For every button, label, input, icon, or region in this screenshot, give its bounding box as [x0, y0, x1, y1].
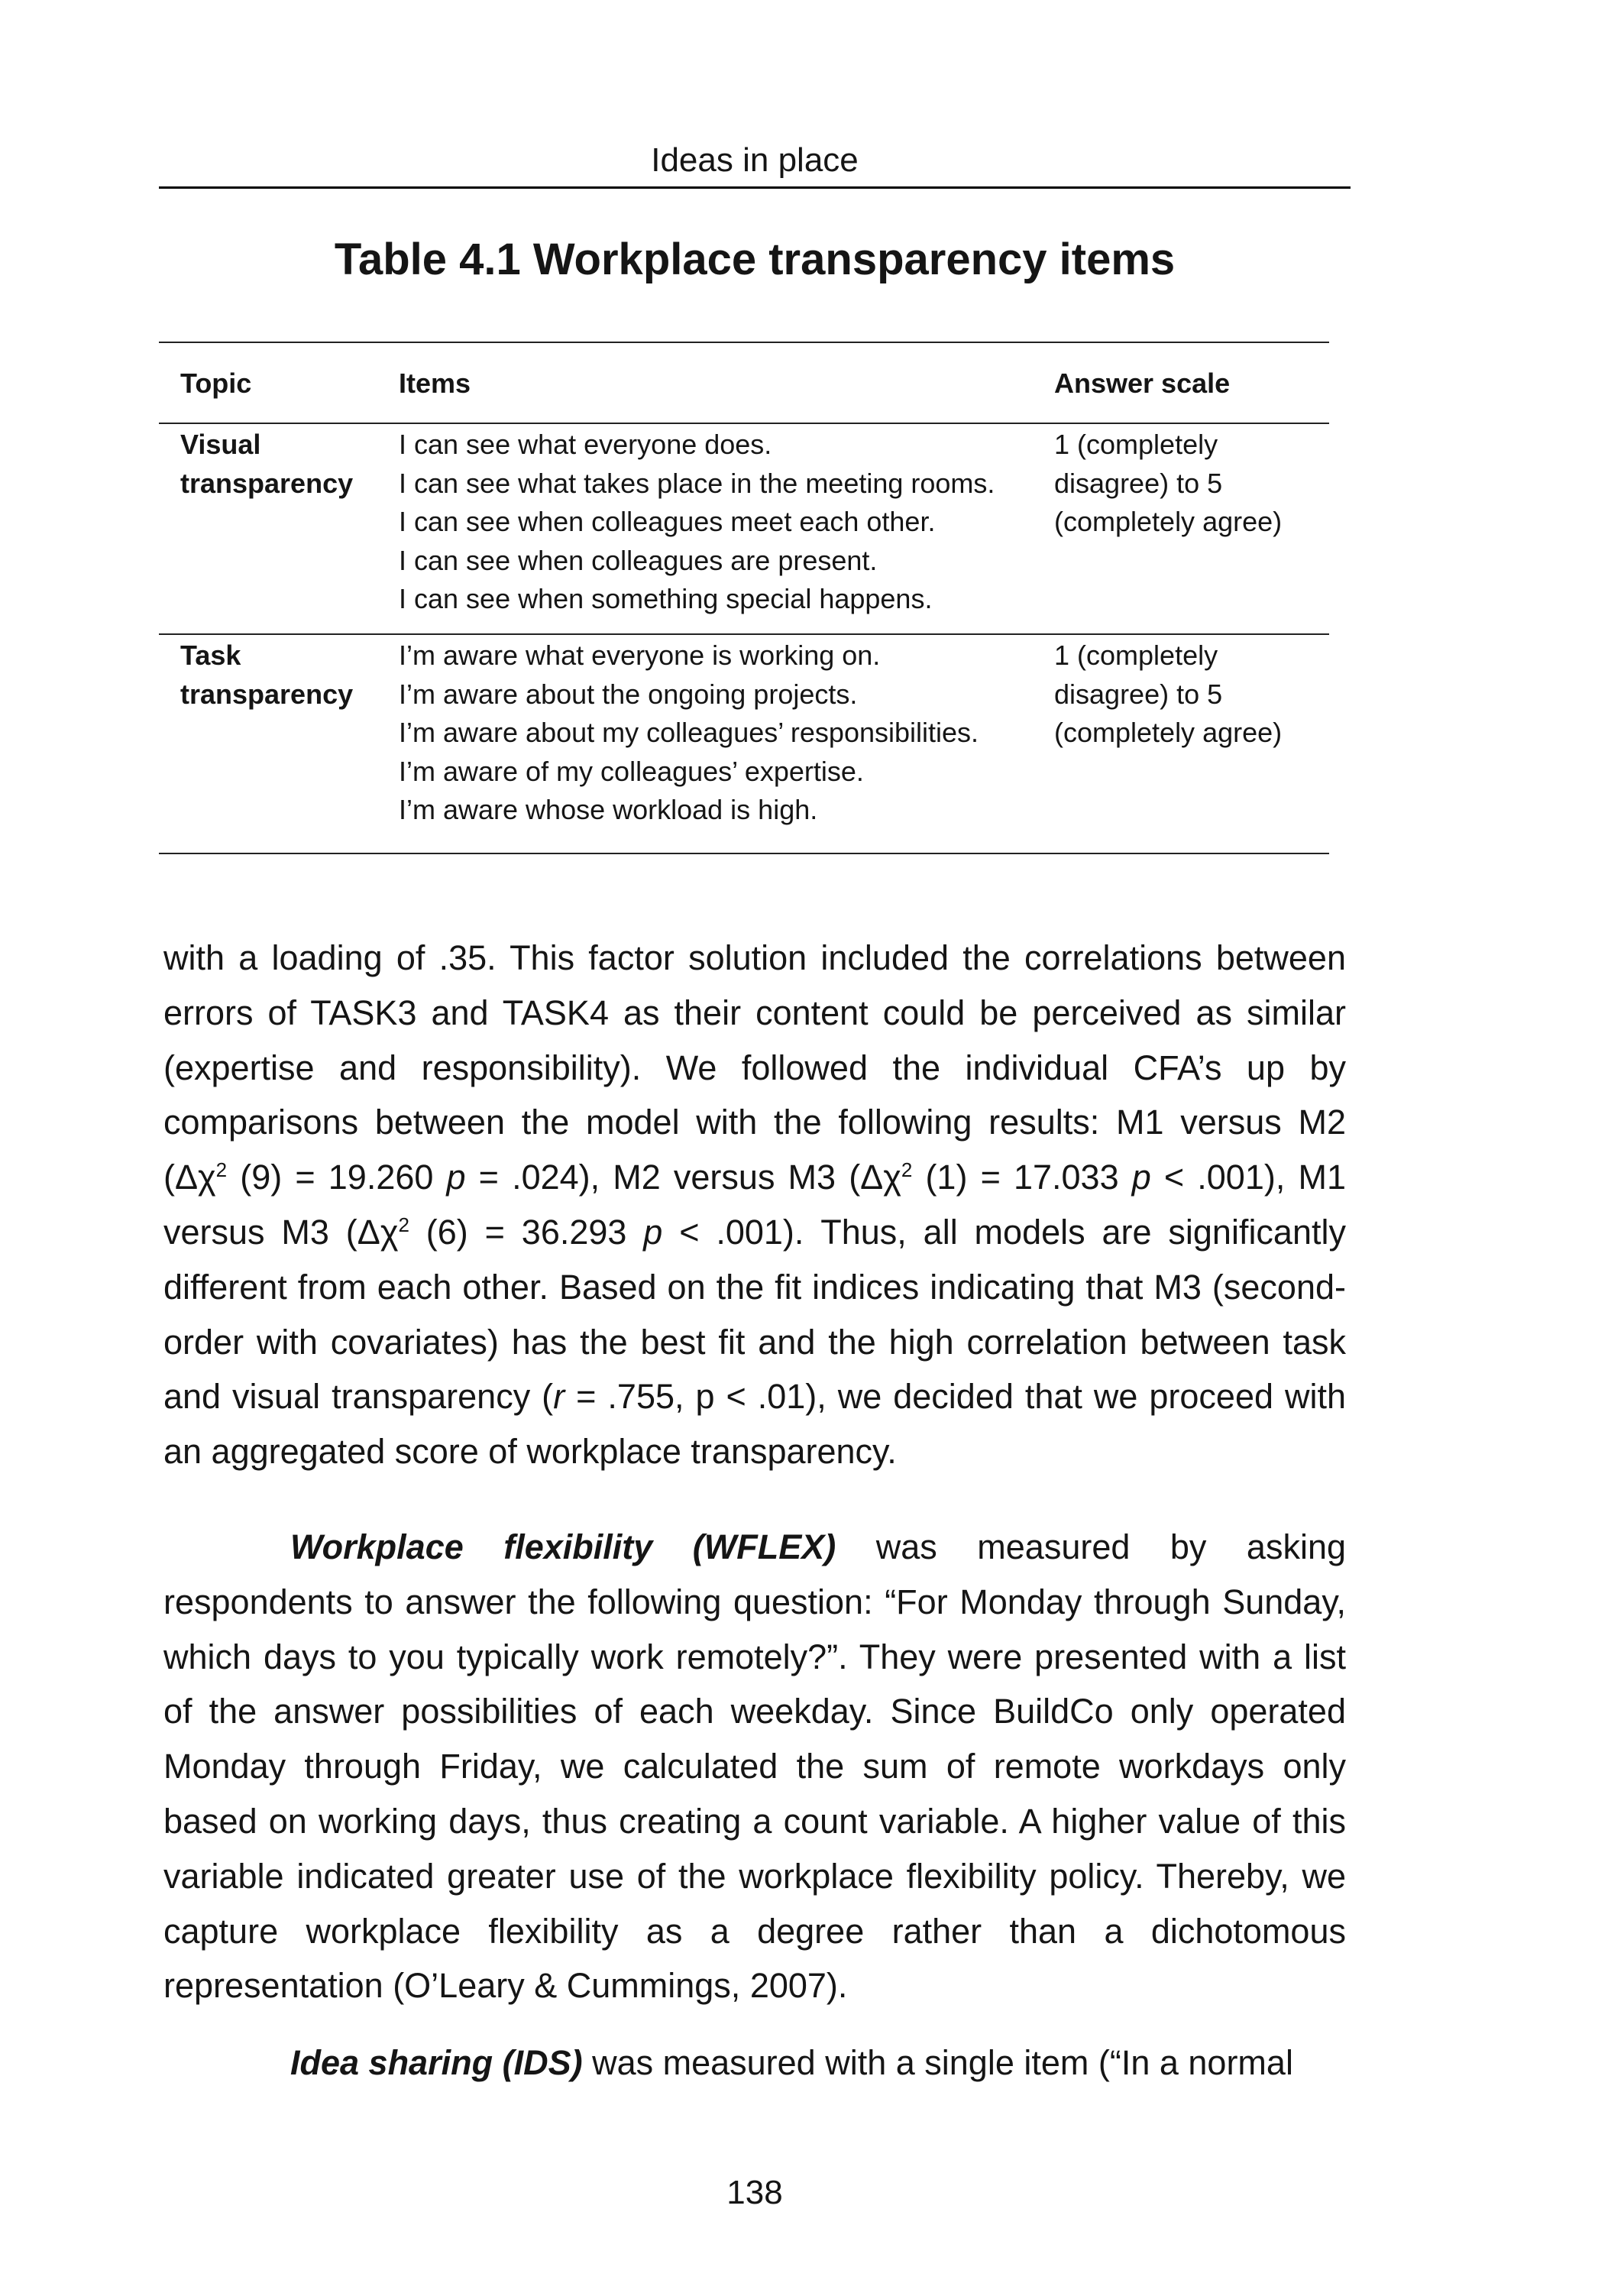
table-title: Table 4.1 Workplace transparency items — [334, 235, 1176, 284]
topic-line: Visual — [180, 429, 261, 460]
item-text: I can see when colleagues meet each other. — [399, 506, 936, 538]
table-row-task-transparency — [159, 635, 1329, 853]
answer-scale-cell — [1054, 426, 1282, 542]
topic-line: transparency — [180, 678, 354, 710]
text-run: with a loading of .35. This factor solution included the correlations between errors of TASK3 and TASK4 as their content could be perceived as similar (expertise and responsibility). We followed the individual CFA’s up by comparisons between the model with the following results: M1 versus M2 (Δχ — [163, 938, 1346, 1197]
text-run: (6) = 36.293 — [409, 1212, 644, 1252]
italic-r: r — [553, 1377, 565, 1417]
scale-line: (completely agree) — [1054, 717, 1283, 749]
topic-line: Task — [180, 640, 241, 671]
paragraph-text — [163, 1520, 1346, 2013]
text-run: was measured by asking respondents to answer the following question: “For Monday through Sunday, which days to you typically work remotely?”. They were presented with a list of the answer possibilities of each weekday. Since BuildCo only operated Monday through Friday, we calculated the sum of remote workdays only based on working days, thus creating a count variable. A higher value of this variable indicated greater use of the workplace flexibility policy. Thereby, we capture workplace flexibility as a degree rather than a dichotomous representation (O’Leary & Cummings, 2007). — [163, 1527, 1346, 2006]
item-text: I can see when colleagues are present. — [399, 544, 878, 576]
text-run: (9) = 19.260 — [227, 1158, 447, 1197]
paragraph-text — [163, 2036, 1346, 2091]
italic-p: p — [643, 1212, 663, 1252]
items-cell — [399, 426, 995, 619]
body-paragraph-idea-sharing — [163, 2036, 1346, 2091]
item-text: I can see when something special happens. — [399, 583, 933, 615]
topic-line: transparency — [180, 467, 354, 499]
body-paragraph-factor-solution — [163, 931, 1346, 1479]
body-paragraph-workplace-flexibility — [163, 1520, 1346, 2013]
topic-cell — [180, 636, 387, 714]
scale-line: (completely agree) — [1054, 506, 1283, 538]
run-in-heading: Workplace flexibility (WFLEX) — [290, 1527, 836, 1566]
topic-cell — [180, 426, 387, 503]
text-run: was measured with a single item (“In a normal — [582, 2043, 1293, 2082]
column-header-items: Items — [399, 368, 471, 399]
text-run: = .755, p < .01), we decided that we proceed with an aggregated score of workplace transparency. — [163, 1377, 1347, 1472]
text-run: < .001), M1 versus M3 (Δχ — [163, 1158, 1346, 1252]
header-rule — [159, 186, 1351, 189]
item-text: I’m aware whose workload is high. — [399, 794, 818, 826]
page-number: 138 — [726, 2174, 783, 2211]
italic-p: p — [446, 1158, 466, 1197]
item-text: I’m aware about my colleagues’ responsibilities. — [399, 717, 979, 749]
answer-scale-cell — [1054, 636, 1282, 753]
scale-line: 1 (completely — [1054, 429, 1218, 460]
superscript: 2 — [398, 1213, 409, 1236]
table-row-visual-transparency — [159, 424, 1329, 633]
item-text: I can see what everyone does. — [399, 429, 772, 460]
column-header-topic: Topic — [180, 368, 252, 399]
transparency-table — [159, 342, 1329, 854]
running-head: Ideas in place — [651, 141, 859, 179]
item-text: I’m aware of my colleagues’ expertise. — [399, 755, 864, 787]
text-run: = .024), M2 versus M3 (Δχ — [465, 1158, 901, 1197]
scale-line: 1 (completely — [1054, 640, 1218, 671]
item-text: I’m aware what everyone is working on. — [399, 640, 881, 671]
superscript: 2 — [901, 1158, 913, 1182]
run-in-heading: Idea sharing (IDS) — [290, 2043, 583, 2082]
items-cell — [399, 636, 979, 830]
item-text: I’m aware about the ongoing projects. — [399, 678, 858, 710]
italic-p: p — [1131, 1158, 1151, 1197]
superscript: 2 — [215, 1158, 228, 1182]
scale-line: disagree) to 5 — [1054, 467, 1223, 499]
scale-line: disagree) to 5 — [1054, 678, 1223, 710]
table-header-row — [159, 343, 1329, 423]
column-header-answer-scale: Answer scale — [1054, 368, 1231, 399]
item-text: I can see what takes place in the meeting rooms. — [399, 467, 995, 499]
text-run: < .001). Thus, all models are significantly different from each other. Based on the fit indices indicating that M3 (second-order with covariates) has the best fit and the high correlation between task and visual transparency ( — [163, 1212, 1346, 1417]
paragraph-text — [163, 931, 1346, 1479]
text-run: (1) = 17.033 — [912, 1158, 1132, 1197]
table-bottom-rule — [159, 853, 1329, 854]
